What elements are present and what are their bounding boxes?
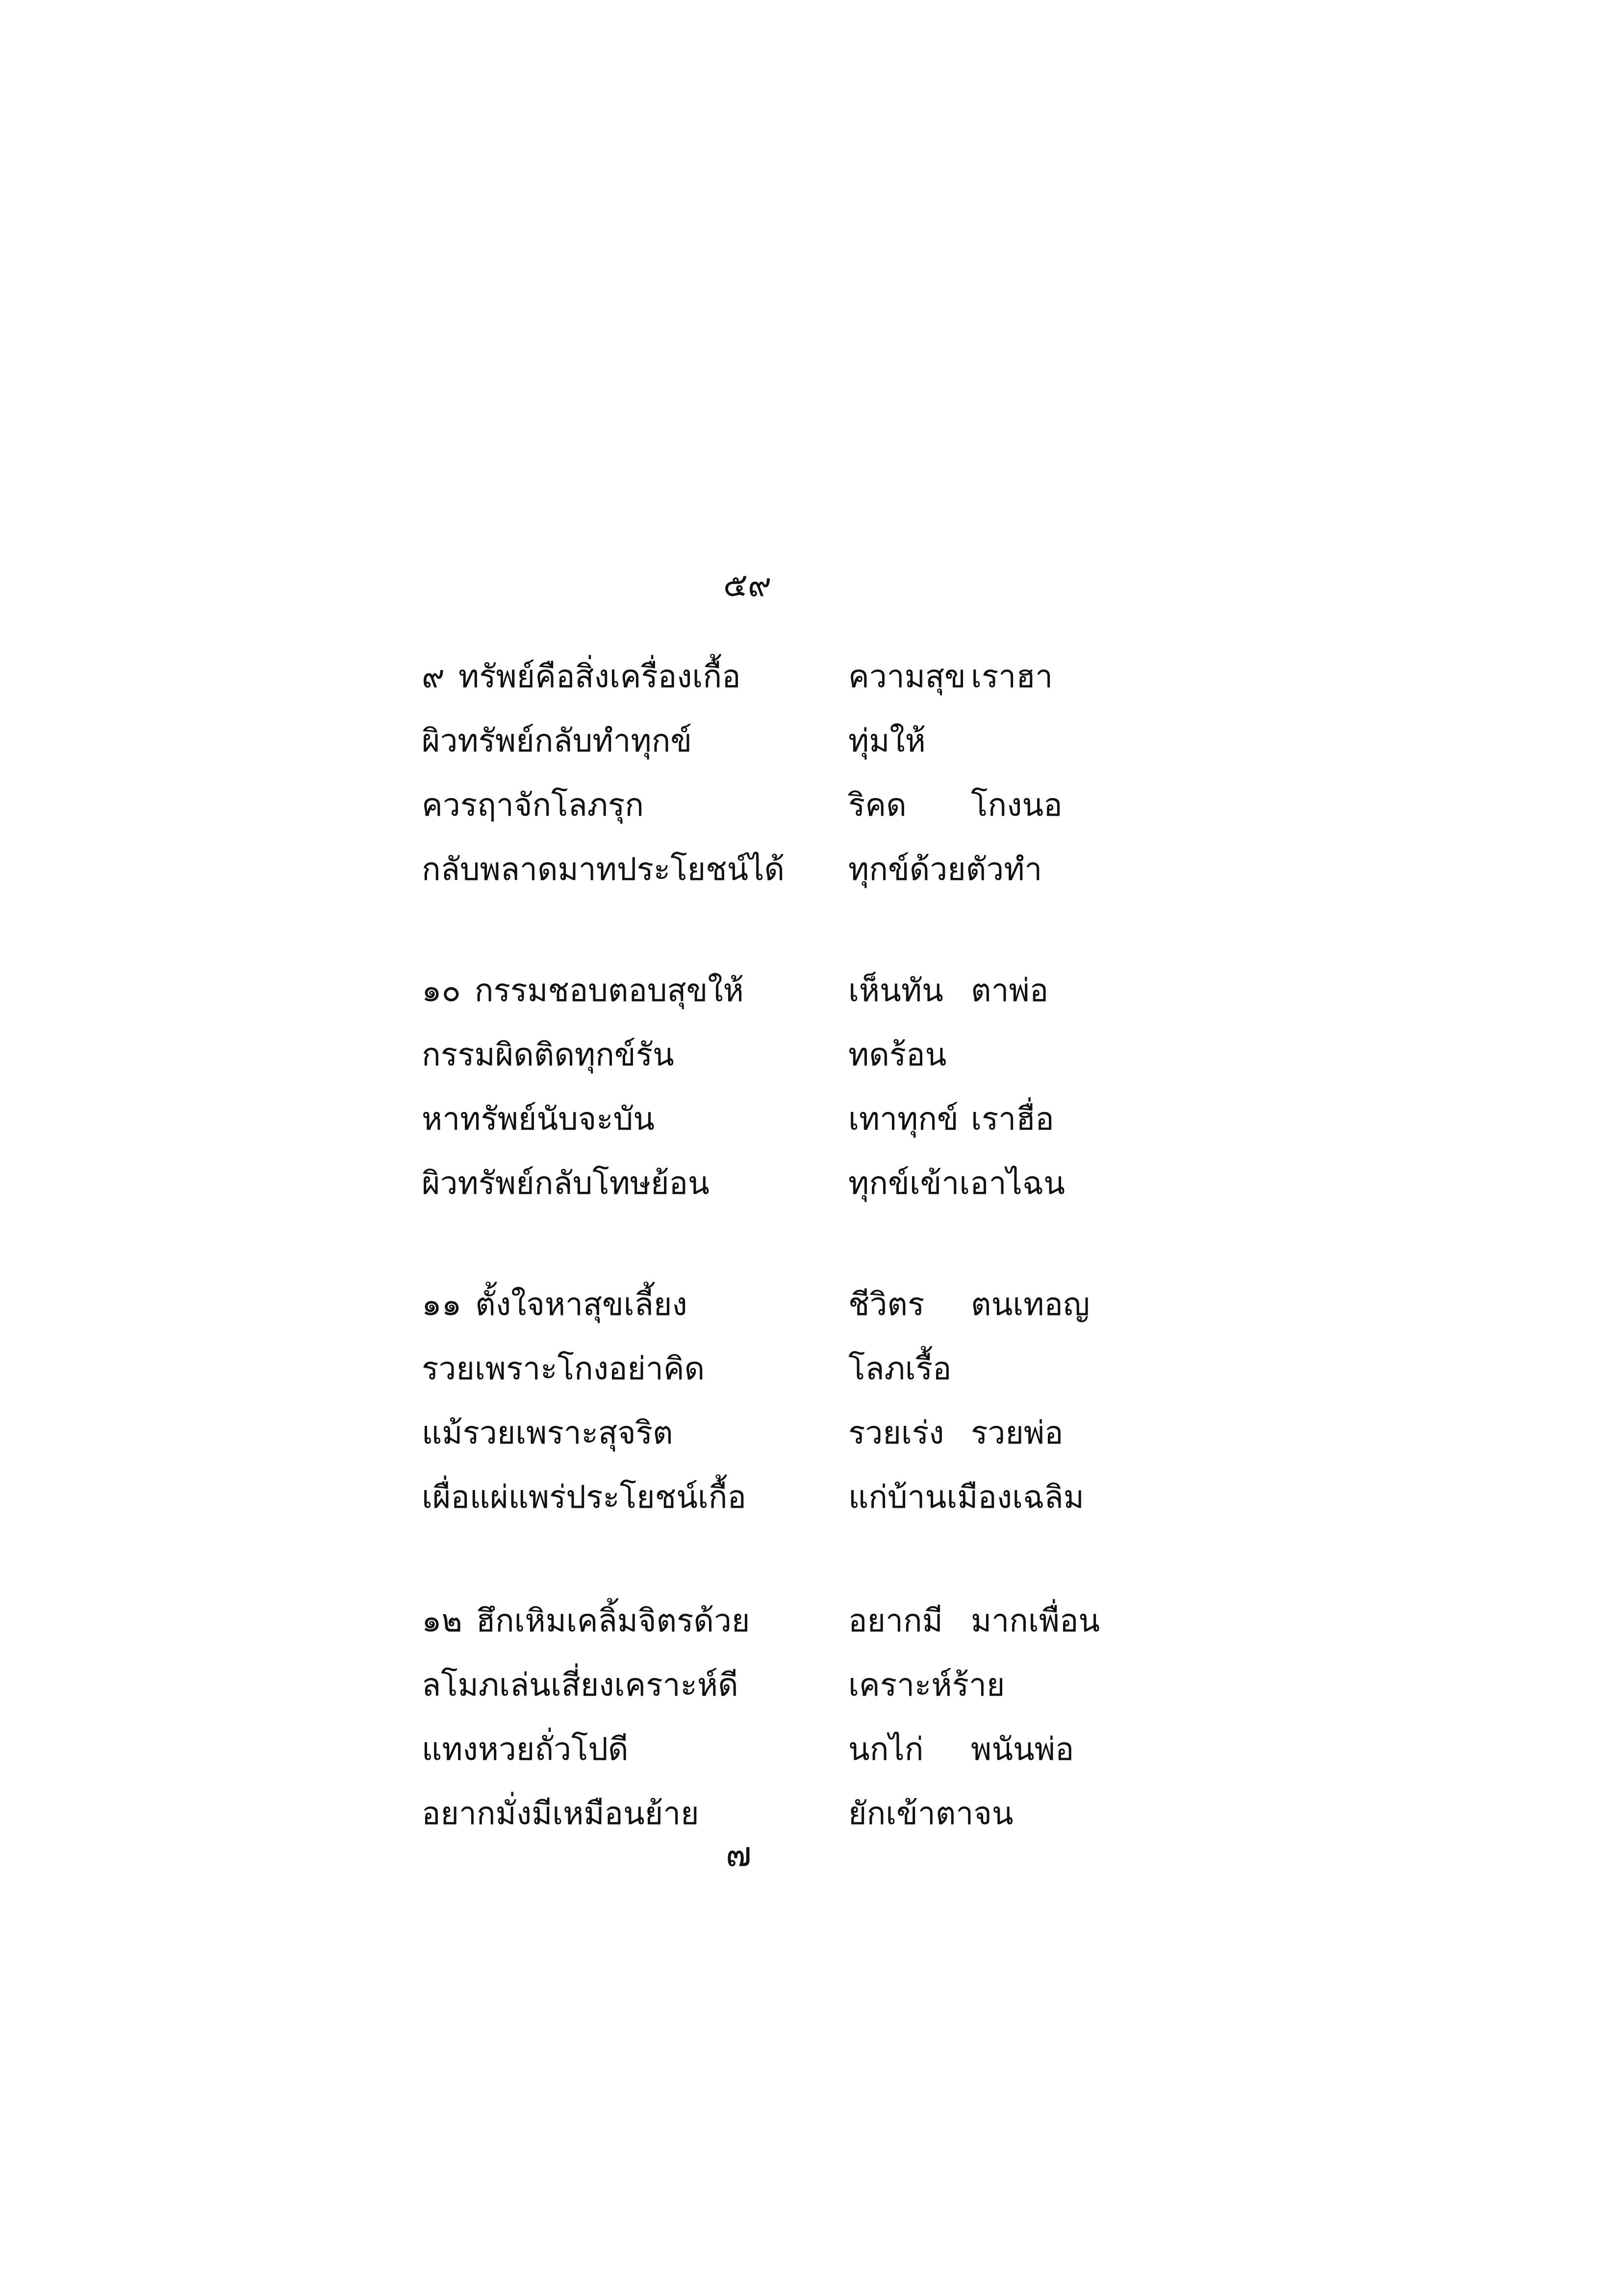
verse-word: ความสุข (848, 659, 966, 695)
verse-second-half (848, 709, 971, 773)
verse-second-half (848, 959, 1048, 1023)
verse-word: โกงนอ (971, 787, 1063, 824)
verse-word: เราฮื่อ (971, 1101, 1054, 1137)
verse-second-half (848, 1337, 971, 1401)
verse-word: เคราะห์ร้าย (848, 1667, 1005, 1703)
verse-line (422, 1653, 1187, 1718)
verse-word: นกไก่ (848, 1731, 924, 1768)
verse-word: เห็นทัน (848, 973, 943, 1009)
verse-first-half (422, 645, 741, 709)
verse-first-half: อยากมั่งมีเหมือนย้าย (422, 1796, 699, 1832)
verse-word: เทาทุกข์ (848, 1101, 959, 1137)
verse-first-half: เผื่อแผ่แพร่ประโยชน์เกื้อ (422, 1479, 746, 1516)
verse-line (422, 1337, 1187, 1401)
verse-second-half (848, 1466, 1084, 1530)
verse-line (422, 959, 1187, 1023)
verse-word: ทุกข์เข้าเอาไฉน (848, 1165, 1066, 1202)
verse-first-half: กรรมผิดติดทุกข์รัน (422, 1037, 674, 1073)
stanza (422, 645, 1187, 902)
verse-second-half (848, 1589, 1100, 1653)
verse-text: ทรัพย์คือสิ่งเครื่องเกื้อ (458, 659, 741, 695)
verse-first-half (422, 959, 744, 1023)
stanza-number: ๑๑ (422, 1287, 462, 1323)
verse-text: ตั้งใจหาสุขเลี้ยง (475, 1287, 687, 1323)
verse-second-half (848, 838, 1042, 902)
verse-line (422, 773, 1187, 838)
verse-line (422, 1023, 1187, 1087)
verse-first-half: ลโมภเล่นเสี่ยงเคราะห์ดี (422, 1667, 738, 1703)
stanza (422, 959, 1187, 1216)
verse-first-half: แทงหวยถั่วโปดี (422, 1731, 629, 1768)
verse-line (422, 1087, 1187, 1152)
verse-word: รวยพ่อ (971, 1415, 1064, 1451)
verse-word: มากเพื่อน (971, 1603, 1100, 1639)
verse-word: พนันพ่อ (971, 1731, 1074, 1768)
verse-first-half (422, 1273, 687, 1337)
verse-word: ตนเทอญ (971, 1287, 1090, 1323)
verse-second-half (848, 1273, 1090, 1337)
verse-first-half: แม้รวยเพราะสุจริต (422, 1415, 673, 1451)
verse-line (422, 645, 1187, 709)
verse-first-half: ควรฤาจักโลภรุก (422, 787, 644, 824)
verse-first-half: รวยเพราะโกงอย่าคิด (422, 1351, 705, 1387)
verse-line (422, 709, 1187, 773)
verse-word: ยักเข้าตาจน (848, 1796, 1014, 1832)
verse-line (422, 1718, 1187, 1782)
verse-text: กรรมชอบตอบสุขให้ (474, 973, 744, 1009)
verse-line (422, 838, 1187, 902)
verse-word: ริคด (848, 787, 907, 824)
verse-word: รวยเร่ง (848, 1415, 944, 1451)
verse-first-half (422, 1589, 750, 1653)
verse-first-half: กลับพลาดมาทประโยชน์ได้ (422, 851, 785, 888)
verse-line (422, 1466, 1187, 1530)
verse-second-half (848, 1718, 1074, 1782)
verse-second-half (848, 773, 1063, 838)
verse-word: ทดร้อน (848, 1037, 947, 1073)
verse-second-half (848, 1152, 1066, 1216)
verse-word: โลภเรื้อ (848, 1351, 952, 1387)
verse-second-half (848, 1087, 1054, 1152)
verse-second-half (848, 1401, 1063, 1466)
verse-word: อยากมี (848, 1603, 943, 1639)
verse-second-half (848, 1653, 1005, 1718)
stanza-number: ๑๐ (422, 973, 461, 1009)
stanza (422, 1589, 1187, 1846)
verse-word: แก่บ้านเมืองเฉลิม (848, 1479, 1084, 1516)
verse-line (422, 1401, 1187, 1466)
verse-line (422, 1589, 1187, 1653)
stanza (422, 1273, 1187, 1530)
verse-word: ตาพ่อ (971, 973, 1049, 1009)
verse-second-half (848, 645, 1053, 709)
stanza-number: ๙ (422, 659, 445, 695)
verse-first-half: ผิวทรัพย์กลับโทษย้อน (422, 1165, 710, 1202)
verse-first-half: ผิวทรัพย์กลับทำทุกข์ (422, 723, 692, 759)
verse-text: ฮึกเหิมเคลิ้มจิตรด้วย (476, 1603, 750, 1639)
verse-line (422, 1152, 1187, 1216)
verse-word: ชีวิตร (848, 1287, 925, 1323)
page-number-bottom: ๗ (726, 1834, 752, 1874)
verse-line (422, 1782, 1187, 1846)
verse-second-half (848, 1782, 1014, 1846)
verse-word: เราฮา (971, 659, 1053, 695)
stanza-number: ๑๒ (422, 1603, 462, 1639)
verse-second-half (848, 1023, 971, 1087)
verse-word: ทุ่มให้ (848, 723, 926, 759)
page-number-top: ๕๙ (723, 566, 772, 604)
verse-first-half: หาทรัพย์นับจะบัน (422, 1101, 655, 1137)
verse-line (422, 1273, 1187, 1337)
verse-word: ทุกข์ด้วยตัวทำ (848, 851, 1042, 888)
